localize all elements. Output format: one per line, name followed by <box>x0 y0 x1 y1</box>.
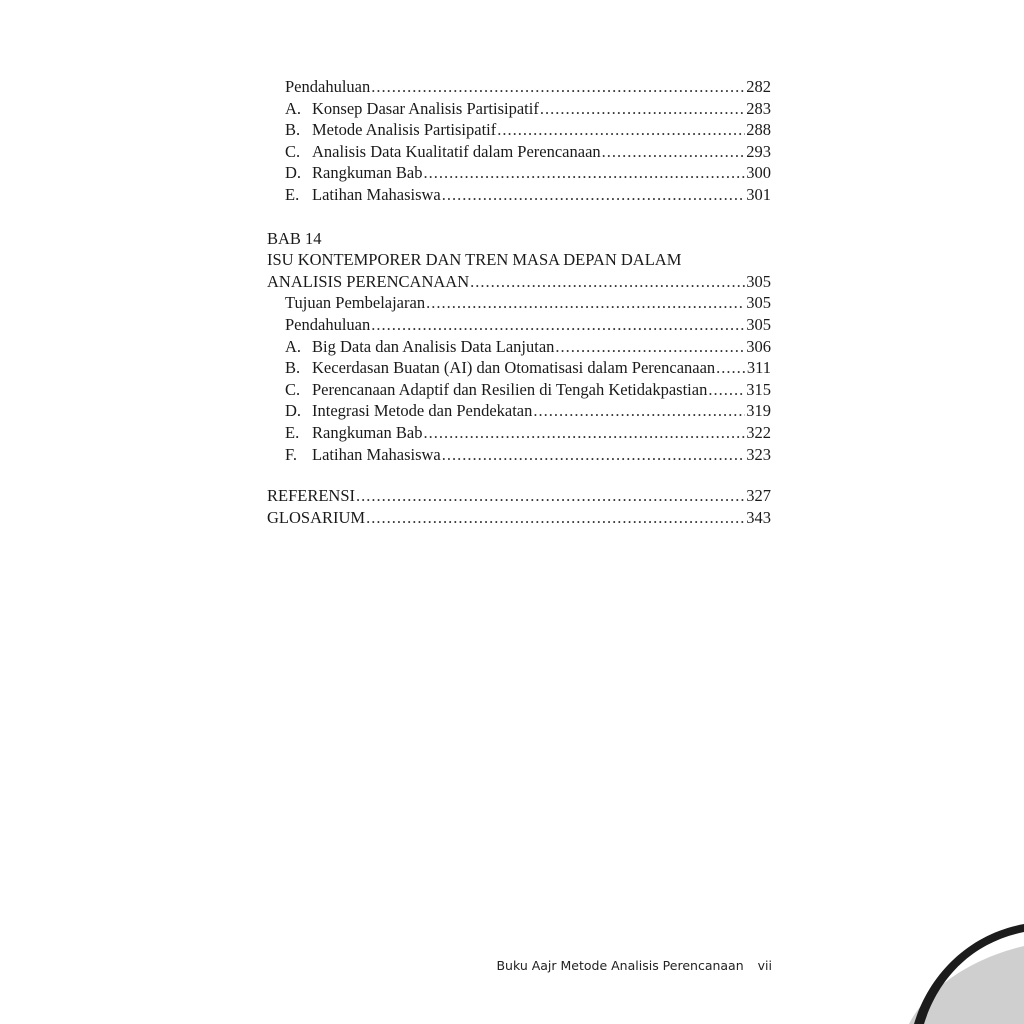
dot-leader <box>708 379 745 401</box>
toc-entry[interactable] <box>267 379 771 401</box>
toc-entry-title: Integrasi Metode dan Pendekatan <box>312 401 533 421</box>
toc-entry-title: Big Data dan Analisis Data Lanjutan <box>312 336 555 356</box>
dot-leader <box>533 400 745 422</box>
toc-entry[interactable] <box>267 507 771 529</box>
toc-entry[interactable] <box>267 162 771 184</box>
toc-entry[interactable] <box>267 485 771 507</box>
toc-back-matter <box>267 485 771 528</box>
toc-entry-page: 283 <box>746 98 771 118</box>
toc-entry-title: Pendahuluan <box>285 314 371 334</box>
toc-entry-letter: C. <box>285 379 301 399</box>
toc-entry-page: 306 <box>746 336 771 356</box>
dot-leader <box>470 271 745 293</box>
toc-entry-page: 288 <box>746 120 771 140</box>
dot-leader <box>356 485 745 507</box>
toc-entry-title: Rangkuman Bab <box>312 422 423 442</box>
chapter-14-label: BAB 14 <box>267 228 322 248</box>
toc-entry-title: Tujuan Pembelajaran <box>285 293 426 313</box>
dot-leader <box>426 292 745 314</box>
footer-page-number: vii <box>757 958 772 973</box>
toc-entry[interactable] <box>267 336 771 358</box>
footer-book-title: Buku Aajr Metode Analisis Perencanaan <box>496 958 744 973</box>
toc-section-13 <box>267 76 771 206</box>
dot-leader <box>497 119 745 141</box>
dot-leader <box>555 336 745 358</box>
toc-entry-page: 301 <box>746 184 771 204</box>
toc-entry-letter: E. <box>285 422 300 442</box>
table-of-contents <box>267 76 771 528</box>
toc-entry-title: Rangkuman Bab <box>312 163 423 183</box>
toc-entry[interactable] <box>267 98 771 120</box>
toc-entry-title: Konsep Dasar Analisis Partisipatif <box>312 98 539 118</box>
toc-entry-title: REFERENSI <box>267 486 356 506</box>
toc-entry-title: ANALISIS PERENCANAAN <box>267 271 470 291</box>
toc-entry-page: 323 <box>746 444 771 464</box>
dot-leader <box>371 314 745 336</box>
dot-leader <box>716 357 746 379</box>
toc-entry-page: 327 <box>746 486 771 506</box>
toc-entry-page: 305 <box>746 293 771 313</box>
dot-leader <box>423 422 745 444</box>
toc-entry-letter: A. <box>285 98 302 118</box>
toc-entry-title: Perencanaan Adaptif dan Resilien di Tengah Ketidakpastian <box>312 379 708 399</box>
toc-entry[interactable] <box>267 184 771 206</box>
toc-entry[interactable] <box>267 444 771 466</box>
toc-entry[interactable] <box>267 292 771 314</box>
dot-leader <box>366 507 745 529</box>
toc-entry-page: 305 <box>746 271 771 291</box>
dot-leader <box>371 76 745 98</box>
toc-entry-page: 282 <box>746 77 771 96</box>
toc-entry[interactable] <box>267 141 771 163</box>
toc-entry-title: Latihan Mahasiswa <box>312 184 441 204</box>
toc-entry-page: 305 <box>746 314 771 334</box>
toc-entry-title: Latihan Mahasiswa <box>312 444 441 464</box>
toc-entry-page: 300 <box>746 163 771 183</box>
toc-entry-title: Pendahuluan <box>285 77 371 96</box>
toc-entry[interactable] <box>267 119 771 141</box>
toc-entry-page: 322 <box>746 422 771 442</box>
toc-entry-title: Analisis Data Kualitatif dalam Perencanaan <box>312 141 601 161</box>
chapter-14-title-line1: ISU KONTEMPORER DAN TREN MASA DEPAN DALAM <box>267 250 682 270</box>
dot-leader <box>442 444 745 466</box>
corner-swoosh-decoration <box>724 924 1024 1024</box>
toc-entry-page: 311 <box>746 358 771 378</box>
toc-entry-page: 319 <box>746 401 771 421</box>
toc-entry-page: 293 <box>746 141 771 161</box>
toc-entry[interactable] <box>267 422 771 444</box>
toc-section-14 <box>267 292 771 465</box>
toc-entry-letter: D. <box>285 401 302 421</box>
toc-entry-letter: E. <box>285 184 300 204</box>
dot-leader <box>540 98 745 120</box>
toc-entry-letter: D. <box>285 163 302 183</box>
toc-entry[interactable] <box>267 357 771 379</box>
dot-leader <box>423 162 745 184</box>
dot-leader <box>602 141 746 163</box>
toc-entry-letter: B. <box>285 120 301 140</box>
toc-entry-page: 343 <box>746 507 771 527</box>
toc-entry-title: Kecerdasan Buatan (AI) dan Otomatisasi dalam Perencanaan <box>312 358 716 378</box>
toc-entry[interactable] <box>267 400 771 422</box>
toc-entry-page: 315 <box>746 379 771 399</box>
toc-entry-letter: B. <box>285 358 301 378</box>
toc-entry-title: GLOSARIUM <box>267 507 366 527</box>
toc-entry-letter: C. <box>285 141 301 161</box>
dot-leader <box>442 184 745 206</box>
toc-entry-chapter-14[interactable] <box>267 271 771 293</box>
toc-entry[interactable] <box>267 76 771 98</box>
toc-entry-title: Metode Analisis Partisipatif <box>312 120 497 140</box>
toc-entry-letter: F. <box>285 444 297 464</box>
toc-entry[interactable] <box>267 314 771 336</box>
toc-entry-letter: A. <box>285 336 302 356</box>
